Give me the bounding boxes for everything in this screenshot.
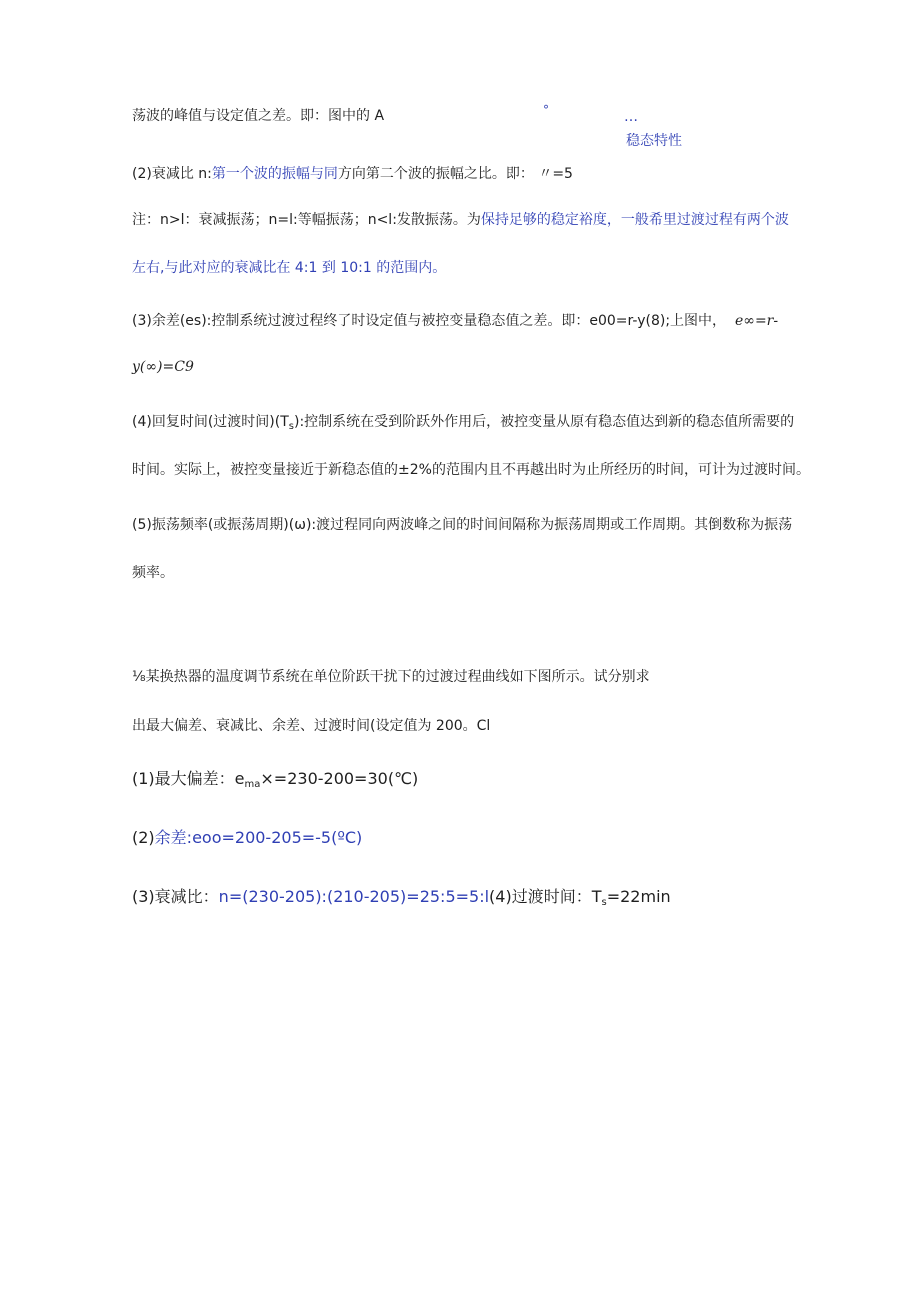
note-highlight-1: 保持足够的稳定裕度，一般希里过渡过程有两个波 xyxy=(480,212,789,228)
oscillation-line2: 频率。 xyxy=(132,565,174,581)
problem-statement-line2: 出最大偏差、衰减比、余差、过渡时间(设定值为 200。Cl xyxy=(132,718,491,734)
theory-line-max-deviation xyxy=(132,106,384,126)
decay-ratio-rest: 方向第二个波的振幅之比。即： xyxy=(337,166,534,182)
answer-max-deviation xyxy=(132,769,418,789)
theory-item-settling-time xyxy=(132,412,794,432)
settling-time-text: ):控制系统在受到阶跃外作用后，被控变量从原有稳态值达到新的稳态值所需要的 xyxy=(294,414,795,430)
ans2-highlight: 余差:eoo=200-205=-5(ºC) xyxy=(154,828,363,847)
theory-item-residual xyxy=(132,311,726,331)
ans1-prefix: (1)最大偏差：e xyxy=(132,769,245,788)
ans1-rest: ×=230-200=30(℃) xyxy=(260,769,419,788)
answer-decay-ratio xyxy=(132,887,671,907)
ans3-prefix: (3)衰减比： xyxy=(132,887,219,906)
note-text: 注：n>l：衰减振荡；n=l:等幅振荡；n<l:发散振荡。为 xyxy=(132,212,481,228)
ans3-highlight: n=(230-205):(210-205)=25:5=5:l xyxy=(218,887,490,906)
max-deviation-text: 荡波的峰值与设定值之差。即：图中的 A xyxy=(132,108,385,124)
settling-time-subscript: s xyxy=(288,421,294,432)
problem-statement-line1: ⅛某换热器的温度调节系统在单位阶跃干扰下的过渡过程曲线如下图所示。试分别求 xyxy=(132,669,650,685)
ans3-rest: (4)过渡时间：T xyxy=(489,887,602,906)
decay-ratio-highlight: 第一个波的振幅与同 xyxy=(211,166,338,182)
ans1-subscript: ma xyxy=(244,779,261,790)
residual-formula-line2: y(∞)=C9 xyxy=(132,359,194,375)
ellipsis-mark: … xyxy=(624,109,638,125)
settling-time-line2: 时间。实际上，被控变量接近于新稳态值的±2%的范围内且不再越出时为止所经历的时间，可计为过渡时间。 xyxy=(132,462,810,478)
answer-residual xyxy=(132,828,362,848)
decay-ratio-formula: 〃=5 xyxy=(538,166,573,182)
ans2-prefix: (2) xyxy=(132,828,155,847)
residual-formula-end: e∞=r- xyxy=(735,313,779,329)
ans3-end: =22min xyxy=(606,887,671,906)
steady-state-note: 稳态特性 xyxy=(626,133,682,149)
theory-item-oscillation: (5)振荡频率(或振荡周期)(ω):渡过程同向两波峰之间的时间间隔称为振荡周期或工作周期。其倒数称为振荡 xyxy=(132,517,793,533)
theory-note-line2: 左右,与此对应的衰减比在 4:1 到 10:1 的范围内。 xyxy=(132,260,447,276)
residual-text: (3)余差(es):控制系统过渡过程终了时设定值与被控变量稳态值之差。即：e00=r-y(8);上图中， xyxy=(132,313,727,329)
ans3-subscript: s xyxy=(601,897,607,908)
theory-note-line1 xyxy=(132,210,789,230)
degree-mark: ° xyxy=(543,103,549,117)
settling-time-prefix: (4)回复时间(过渡时间)(T xyxy=(132,414,289,430)
decay-ratio-prefix: (2)衰减比 n: xyxy=(132,166,212,182)
theory-item-decay-ratio xyxy=(132,164,573,184)
